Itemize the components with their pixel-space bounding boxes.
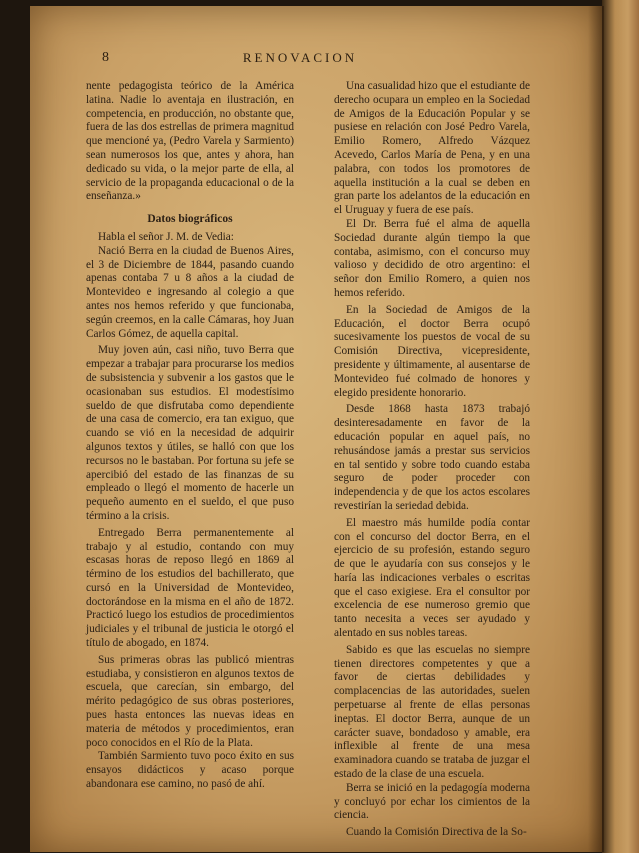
right-paragraph-4: Desde 1868 hasta 1873 trabajó desinteresadamente en favor de la educación popular en aquel país, no rehusándose jamás a prestar sus servicios en tal sentido y sobre todo cuando estaba seguro de poder proceder con independencia y de que los actos escolares revestirían la seriedad debida. [334,403,530,512]
section-title: Datos biográficos [147,213,233,226]
left-column [86,80,294,792]
left-paragraph-1: nente pedagogista teórico de la América latina. Nadie lo aventaja en ilustración, en competencia, en producción, no obstante que, fuera de las dos estrellas de primera magnitud que mencioné ya, (Pedro Varela y Sarmiento) sean numerosos los que, antes y ahora, han dedicado su vida, o la mejor parte de ella, al servicio de la propaganda educacional o de la enseñanza.» [86,80,294,203]
right-paragraph-3: En la Sociedad de Amigos de la Educación, el doctor Berra ocupó sucesivamente los puestos de vocal de su Comisión Directiva, vicepresidente, presidente y últimamente, al ausentarse de Montevideo fué colmado de honores y elegido presidente honorario. [334,303,530,399]
right-paragraph-6: Sabido es que las escuelas no siempre tienen directores competentes y que a favor de ciertas debilidades y complacencias de las autoridades, suelen perpetuarse al frente de ellas personas ineptas. El doctor Berra, aunque de un carácter suave, bondadoso y amable, era inflexible al frente de una mesa examinadora cuando se trataba de juzgar el estado de la clase de una escuela. [334,643,530,781]
page-header [70,50,530,70]
left-paragraph-6: Sus primeras obras las publicó mientras estudiaba, y consistieron en algunos textos de escuela, que carecían, sin embargo, del mérito pedagógico de sus obras posteriores, pues hasta entonces las nuevas ideas en materia de métodos y procedimientos, eran poco conocidos en el Río de la Plata. [86,653,294,749]
right-paragraph-5: El maestro más humilde podía contar con el concurso del doctor Berra, en el ejercicio de su profesión, estando seguro de que le ayudaría con sus consejos y le haría las indicaciones verbales o escritas que el caso exigiese. Era el consultor por excelencia de ese numeroso gremio que tanto necesita a veces ser ayudado y alentado en sus nobles tareas. [334,516,530,640]
adjacent-page-edge [602,0,639,853]
left-paragraph-5: Entregado Berra permanentemente al trabajo y al estudio, contando con muy escasas horas de reposo llegó en 1869 al término de los estudios del bachillerato, que cursó en la Universidad de Montevideo, doctorándose en la misma en el año de 1872. Practicó luego los estudios de procedimientos judiciales y el tribunal de justicia le otorgó el título de abogado, en 1874. [86,526,294,650]
right-paragraph-2: El Dr. Berra fué el alma de aquella Sociedad durante algún tiempo la que contaba, asimismo, con el concurso muy valioso y decidido de otro argentino: el señor don Emilio Romero, a quien nos hemos referido. [334,217,530,299]
right-column [334,80,530,840]
left-paragraph-4: Muy joven aún, casi niño, tuvo Berra que empezar a trabajar para procurarse los medios de subsistencia y subvenir a los gastos que le ocasionaban sus estudios. El modestísimo sueldo de que disfrutaba como dependiente de una casa de comercio, era tan exiguo, que cuando se vió en la necesidad de adquirir algunos textos y útiles, se halló con que los recursos no le bastaban. Por fortuna su jefe se apercibió del estado de las finanzas de su empleado o llegó el momento de hacerle un pequeño aumento en el sueldo, el que puso término a la crisis. [86,344,294,522]
right-paragraph-7: Berra se inició en la pedagogía moderna y concluyó por echar los cimientos de la ciencia. [334,781,530,822]
right-paragraph-8: Cuando la Comisión Directiva de la So- [346,826,527,839]
page-number: 8 [102,50,109,65]
left-paragraph-3: Nació Berra en la ciudad de Buenos Aires, el 3 de Diciembre de 1844, pasando cuando apenas contaba 7 u 8 años a la ciudad de Montevideo e ingresando al colegio a que antes nos hemos referido y que funcionaba, según creemos, en la calle Cámaras, hoy Juan Carlos Gómez, de aquella capital. [86,244,294,340]
running-head: RENOVACION [242,50,358,65]
binding-shadow [588,6,604,852]
left-paragraph-7: También Sarmiento tuvo poco éxito en sus ensayos didácticos y acaso porque abandonara ese camino, no pasó de ahí. [86,750,294,791]
right-paragraph-1: Una casualidad hizo que el estudiante de derecho ocupara un empleo en la Sociedad de Amigos de la Educación Popular y se pusiese en relación con José Pedro Varela, Emilio Romero, Alfredo Vázquez Acevedo, Carlos María de Pena, y en una palabra, con todos los promotores de aquella institución a la cual se deben en gran parte los adelantos de la educación en el Uruguay y fuera de ese país. [334,80,530,217]
left-paragraph-2: Habla el señor J. M. de Vedia: [98,230,234,243]
